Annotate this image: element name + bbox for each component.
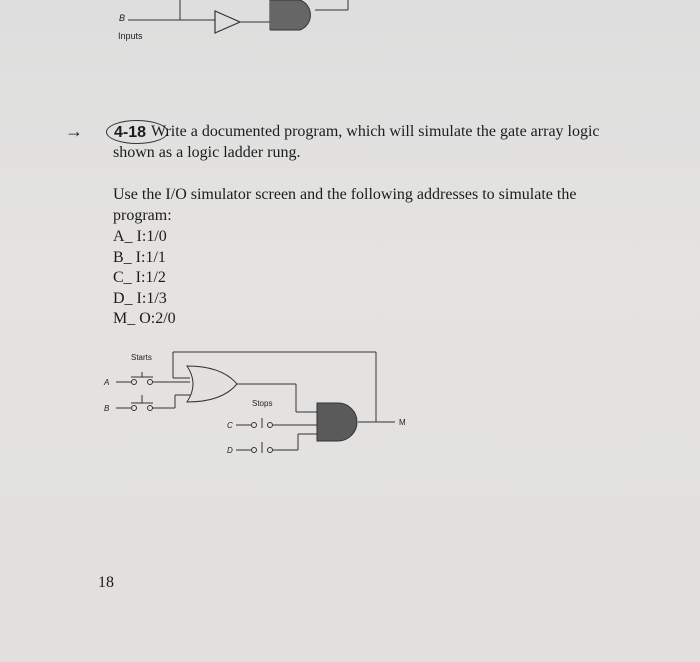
- instructions-line1: Use the I/O simulator screen and the following addresses to simulate the: [113, 186, 577, 203]
- input-d-label: D: [227, 446, 233, 455]
- instructions-line2: program:: [113, 207, 172, 224]
- address-m: M_ O:2/0: [113, 310, 176, 327]
- input-c-label: C: [227, 421, 233, 430]
- input-b-label: B: [104, 404, 110, 413]
- top-figure-caption: Inputs: [118, 31, 143, 41]
- and-gate-icon: [317, 403, 357, 441]
- question-number: 4-18: [114, 124, 147, 141]
- stops-label: Stops: [252, 399, 273, 408]
- top-input-label: B: [119, 13, 126, 23]
- arrow-icon: →: [65, 121, 83, 141]
- address-d: D_ I:1/3: [113, 290, 167, 307]
- input-a-label: A: [104, 378, 110, 387]
- address-b: B_ I:1/1: [113, 249, 166, 266]
- address-a: A_ I:1/0: [113, 228, 167, 245]
- page-number: 18: [98, 574, 114, 591]
- question-text-line1: Write a documented program, which will simulate the gate array logic: [151, 123, 600, 140]
- output-m-label: M: [399, 418, 406, 427]
- address-c: C_ I:1/2: [113, 269, 166, 286]
- question-text-line2: shown as a logic ladder rung.: [113, 144, 301, 161]
- starts-label: Starts: [131, 353, 152, 362]
